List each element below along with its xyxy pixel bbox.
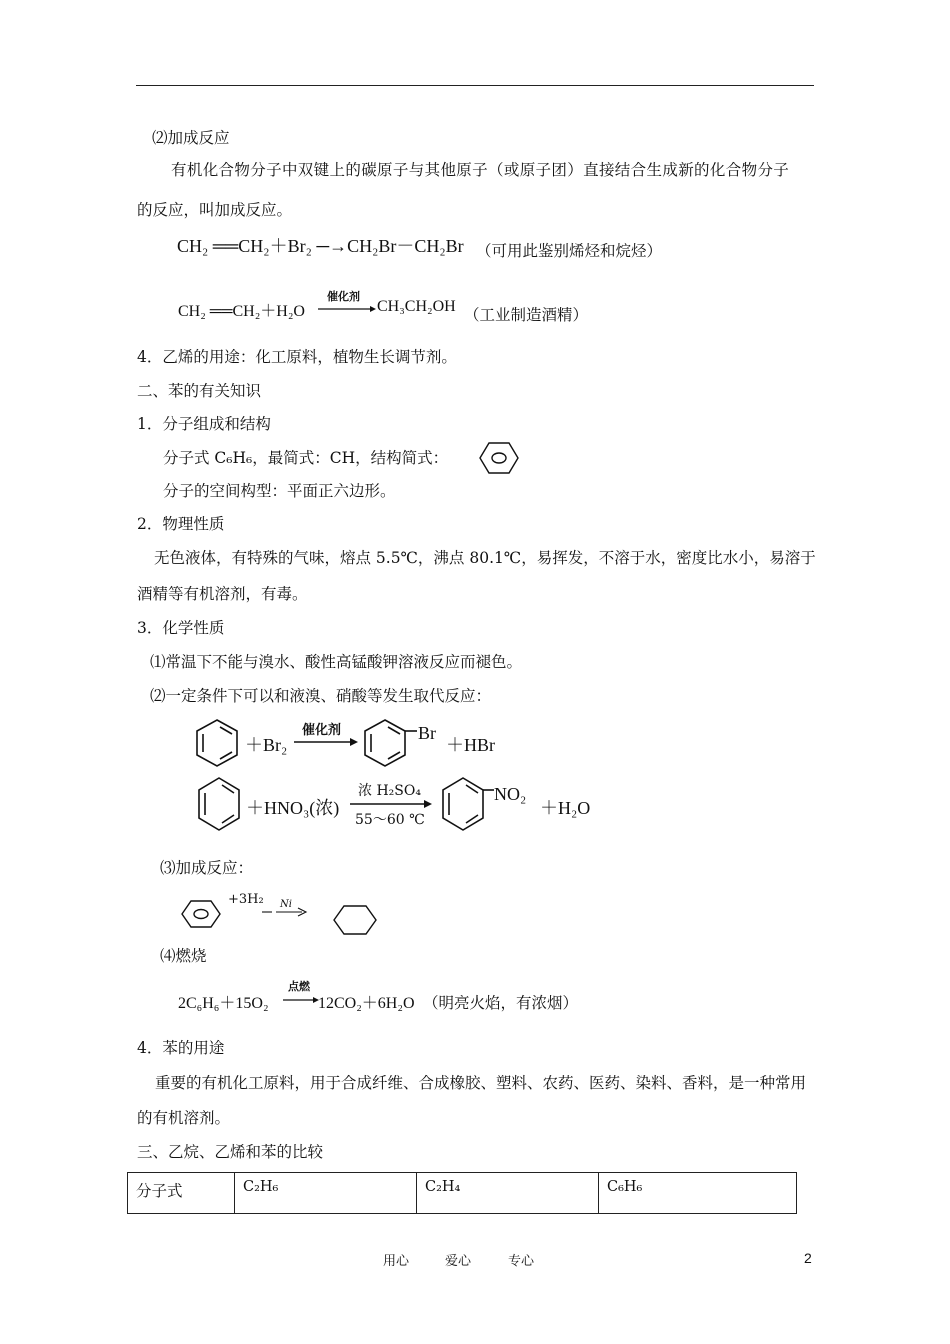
nitration-byproduct: ＋H₂O [540, 798, 591, 818]
equation-ethylene-water-right: CH₃CH₂OH [377, 298, 456, 315]
footer-motto-1: 用心 [383, 1254, 410, 1269]
footer-motto-2: 爱心 [445, 1254, 472, 1269]
bromination-byproduct: ＋HBr [446, 735, 495, 755]
hydrogenation-condition: Ni [280, 899, 292, 910]
chemical-item2: ⑵一定条件下可以和液溴、硝酸等发生取代反应： [150, 687, 492, 705]
bromination-substituent: Br [418, 723, 436, 743]
benzene-use-line2: 的有机溶剂。 [137, 1109, 231, 1127]
benzene-formula-line: 分子式 C₆H₆，最简式：CH，结构简式： [163, 449, 449, 467]
combustion-left: 2C₆H₆＋15O₂ [178, 995, 269, 1012]
physical-line2: 酒精等有机溶剂，有毒。 [137, 585, 308, 603]
equation-ethylene-bromine: CH₂ ══CH₂＋Br₂ ─→CH₂Br－CH₂Br [177, 236, 464, 256]
combustion-right: 12CO₂＋6H₂O [318, 995, 415, 1012]
bromination-condition: 催化剂 [302, 723, 342, 738]
nitrobenzene-icon [440, 776, 496, 832]
reaction-arrow-icon [262, 907, 308, 917]
reaction-arrow-icon [283, 995, 319, 1005]
equation-ethylene-water-note: （工业制造酒精） [464, 306, 589, 324]
nitration-condition-bottom: 55～60 ℃ [355, 812, 425, 828]
table-cell-ethylene: C₂H₄ [417, 1173, 599, 1214]
physical-line1: 无色液体，有特殊的气味，熔点 5.5℃，沸点 80.1℃，易挥发，不溶于水，密度比水小，易溶于 [154, 549, 816, 567]
table-row [128, 1173, 797, 1214]
bromobenzene-icon [362, 718, 420, 768]
hydrogenation-reagent: +3H₂ [228, 892, 264, 907]
benzene-shape-line: 分子的空间构型：平面正六边形。 [163, 482, 396, 500]
benzene-ring-icon [194, 718, 240, 768]
combustion-note: （明亮火焰，有浓烟） [423, 994, 579, 1012]
benzene-section-title: 二、苯的有关知识 [137, 382, 262, 400]
physical-heading: 2．物理性质 [137, 515, 225, 533]
nitration-substituent: NO₂ [494, 784, 527, 804]
cyclohexane-icon [332, 904, 378, 936]
chemical-item3: ⑶加成反应： [160, 859, 254, 877]
benzene-structure-icon [478, 441, 520, 475]
table-cell-ethane: C₂H₆ [235, 1173, 417, 1214]
chemical-heading: 3．化学性质 [137, 619, 225, 637]
benzene-ring-icon [196, 776, 242, 832]
reaction-arrow-icon [318, 304, 376, 314]
benzene-structure-icon [180, 899, 222, 929]
nitration-condition-top: 浓 H₂SO₄ [358, 783, 421, 799]
addition-definition-line2: 的反应，叫加成反应。 [137, 201, 293, 219]
addition-heading: ⑵加成反应 [152, 129, 230, 147]
chemical-item4: ⑷燃烧 [160, 947, 207, 965]
addition-definition-line1: 有机化合物分子中双键上的碳原子与其他原子（或原子团）直接结合生成新的化合物分子 [171, 161, 790, 179]
chemical-item1: ⑴常温下不能与溴水、酸性高锰酸钾溶液反应而褪色。 [150, 653, 523, 671]
equation-ethylene-water-condition: 催化剂 [327, 290, 360, 303]
equation-ethylene-water-left: CH₂ ══CH₂＋H₂O [178, 303, 305, 320]
benzene-use-line1: 重要的有机化工原料，用于合成纤维、合成橡胶、塑料、农药、医药、染料、香料，是一种常用 [155, 1074, 807, 1092]
page-number: 2 [804, 1250, 812, 1266]
table-cell-label: 分子式 [128, 1173, 235, 1214]
ethylene-use: 4．乙烯的用途：化工原料，植物生长调节剂。 [137, 348, 457, 366]
equation-ethylene-bromine-note: （可用此鉴别烯烃和烷烃） [476, 242, 663, 260]
table-cell-benzene: C₆H₆ [599, 1173, 797, 1214]
footer-motto-3: 专心 [508, 1254, 535, 1269]
bromination-reagent: ＋Br₂ [245, 735, 288, 755]
comparison-title: 三、乙烷、乙烯和苯的比较 [137, 1143, 324, 1161]
reaction-arrow-icon [294, 737, 358, 747]
benzene-use-heading: 4．苯的用途 [137, 1039, 225, 1057]
comparison-table [127, 1172, 797, 1214]
combustion-condition: 点燃 [288, 980, 310, 993]
header-rule [136, 85, 814, 86]
nitration-reagent: ＋HNO₃(浓) [246, 798, 340, 818]
reaction-arrow-icon [350, 799, 432, 809]
composition-heading: 1．分子组成和结构 [137, 415, 271, 433]
